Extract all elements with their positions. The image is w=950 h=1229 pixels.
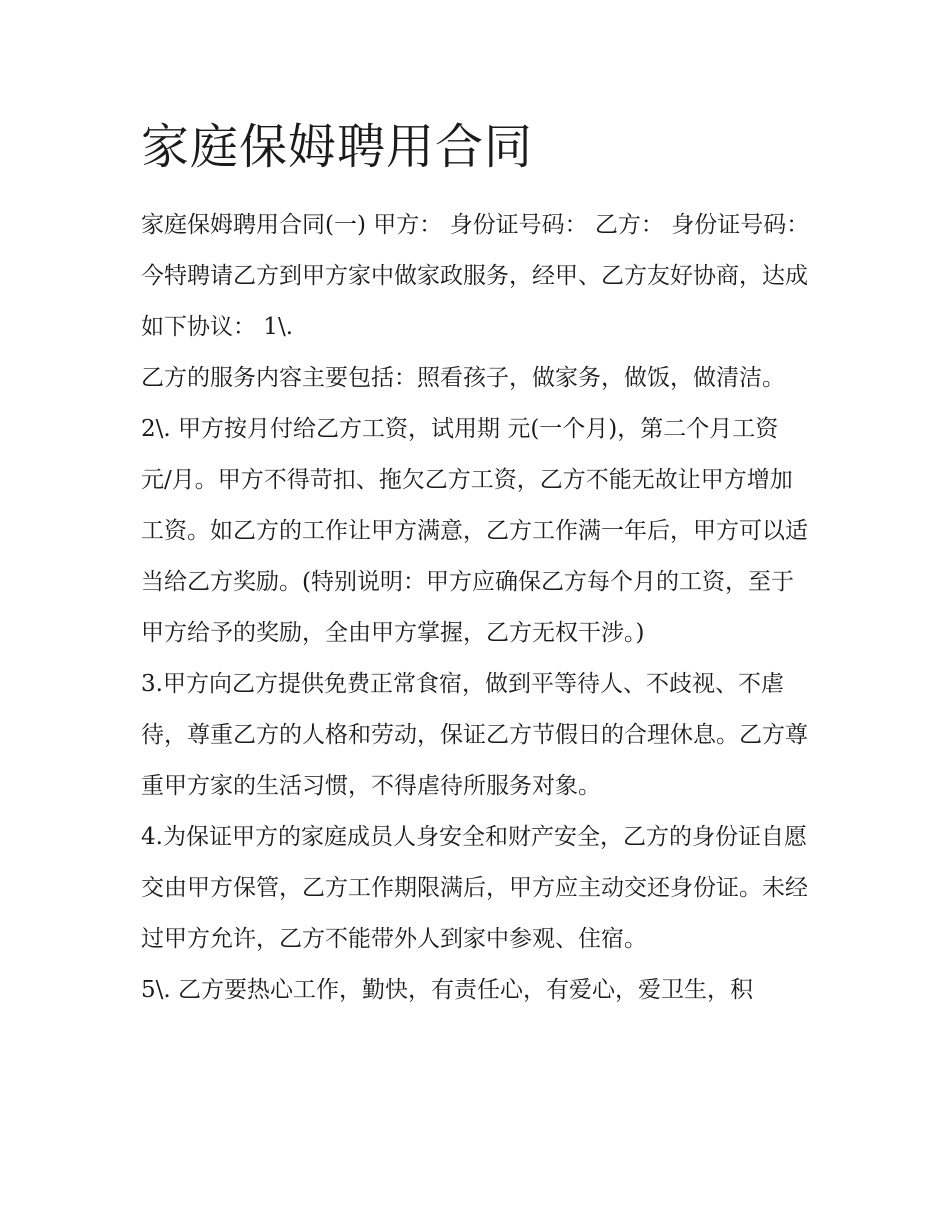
document-title: 家庭保姆聘用合同 bbox=[141, 119, 534, 175]
paragraph-intro: 家庭保姆聘用合同(一) 甲方： 身份证号码： 乙方： 身份证号码： 今特聘请乙方到甲方家中做家政服务，经甲、乙方友好协商，达成如下协议： 1\. bbox=[141, 212, 810, 340]
paragraph-clause-3: 3.甲方向乙方提供免费正常食宿，做到平等待人、不歧视、不虐待，尊重乙方的人格和劳动，保证乙方节假日的合理休息。乙方尊重甲方家的生活习惯，不得虐待所服务对象。 bbox=[141, 671, 808, 799]
paragraph-clause-4: 4.为保证甲方的家庭成员人身安全和财产安全，乙方的身份证自愿交由甲方保管，乙方工作期限满后，甲方应主动交还身份证。未经过甲方允许，乙方不能带外人到家中参观、住宿。 bbox=[141, 824, 808, 952]
paragraph-clause-5: 5\. 乙方要热心工作，勤快，有责任心，有爱心，爱卫生，积 bbox=[141, 977, 754, 1003]
paragraph-salary: 元/月。甲方不得苛扣、拖欠乙方工资，乙方不能无故让甲方增加工资。如乙方的工作让甲方满意，乙方工作满一年后，甲方可以适当给乙方奖励。(特别说明：甲方应确保乙方每个月的工资，至于甲方给予的奖励，全由甲方掌握，乙方无权干涉。) bbox=[141, 467, 808, 646]
paragraph-service-content: 乙方的服务内容主要包括：照看孩子，做家务，做饭，做清洁。 2\. 甲方按月付给乙方工资，试用期 元(一个月)，第二个月工资 bbox=[141, 365, 785, 442]
document-page bbox=[141, 112, 813, 1016]
